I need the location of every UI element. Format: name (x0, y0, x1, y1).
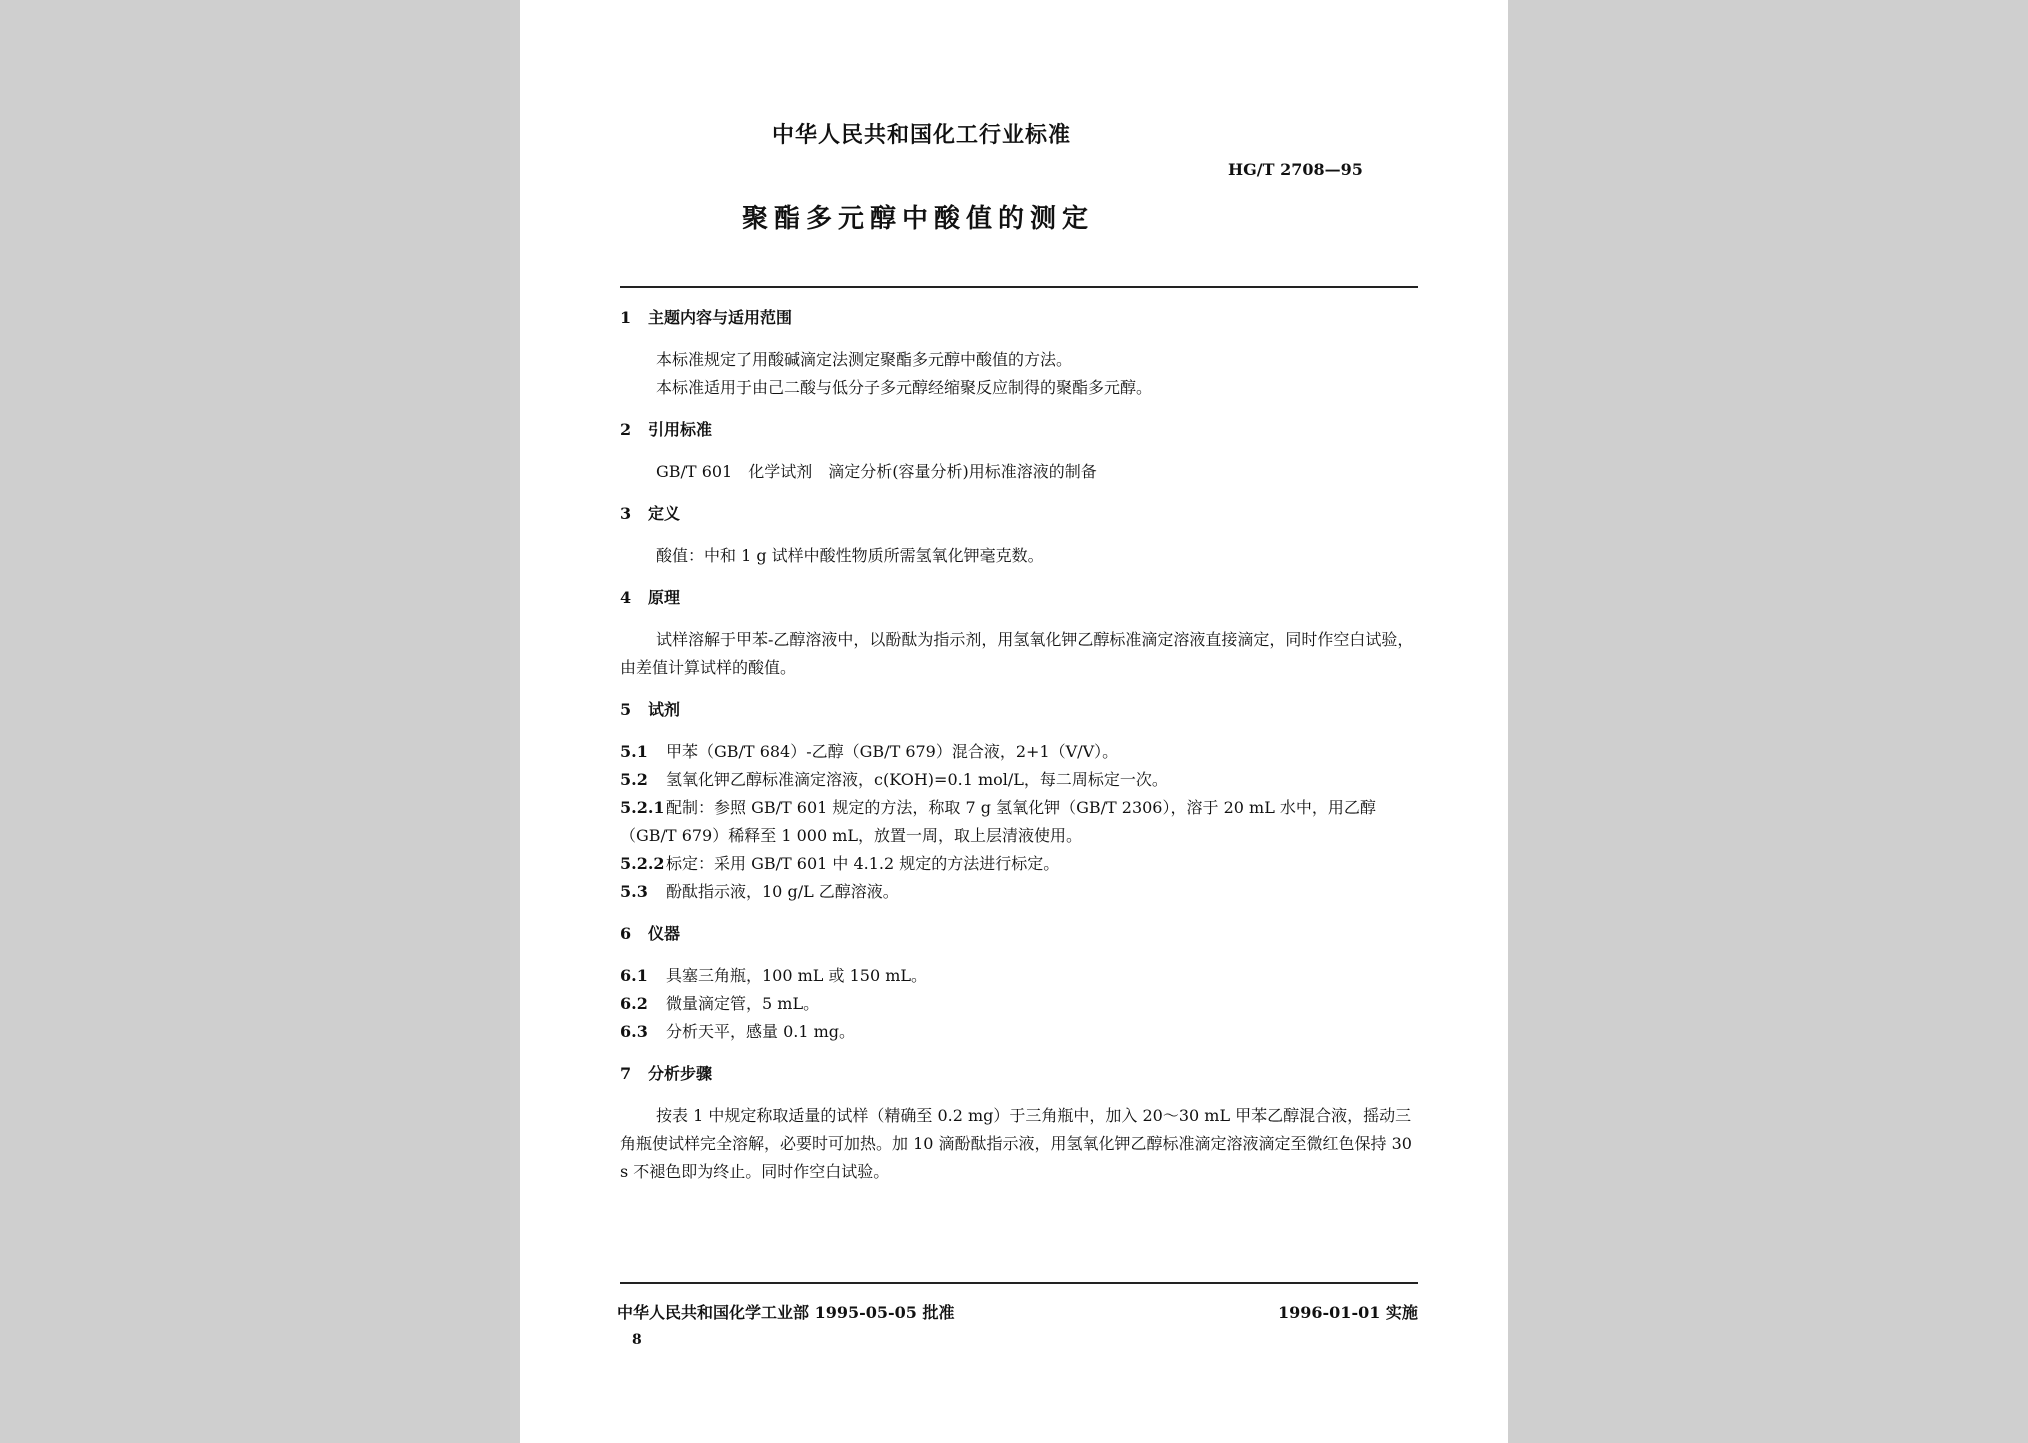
item-text: 酚酞指示液，10 g/L 乙醇溶液。 (666, 882, 899, 901)
section-title: 定义 (648, 504, 681, 523)
apparatus-item (620, 962, 1418, 990)
section-7-heading (620, 1060, 1418, 1088)
footer-divider (620, 1282, 1418, 1284)
reagent-item (620, 766, 1418, 794)
section-1-paragraph: 本标准规定了用酸碱滴定法测定聚酯多元醇中酸值的方法。 (656, 350, 1073, 369)
section-title: 引用标准 (648, 420, 713, 439)
section-number: 1 (620, 308, 632, 327)
approval-line: 中华人民共和国化学工业部 1995-05-05 批准 (617, 1303, 955, 1322)
section-title: 试剂 (648, 700, 681, 719)
item-number: 5.2.2 (620, 854, 665, 873)
section-3-heading (620, 500, 1418, 528)
section-number: 6 (620, 924, 632, 943)
section-title: 仪器 (648, 924, 681, 943)
reagent-item (620, 850, 1418, 878)
section-7-paragraph: 按表 1 中规定称取适量的试样（精确至 0.2 mg）于三角瓶中，加入 20～30 mL 甲苯乙醇混合液，摇动三角瓶使试样完全溶解，必要时可加热。加 10 滴酚酞指示液，用氢氧化钾乙醇标准滴定溶液滴定至微红色保持 30 s 不褪色即为终止。同时作空白试验。 (620, 1106, 1412, 1181)
section-5-heading (620, 696, 1418, 724)
section-title: 主题内容与适用范围 (648, 308, 793, 327)
section-1-paragraph: 本标准适用于由己二酸与低分子多元醇经缩聚反应制得的聚酯多元醇。 (656, 378, 1153, 397)
apparatus-item (620, 1018, 1418, 1046)
organization-title: 中华人民共和国化工行业标准 (772, 122, 1072, 148)
item-number: 6.3 (620, 1022, 648, 1041)
page-number: 8 (632, 1332, 642, 1348)
section-number: 2 (620, 420, 632, 439)
item-number: 5.2 (620, 770, 648, 789)
section-4-paragraph: 试样溶解于甲苯-乙醇溶液中，以酚酞为指示剂，用氢氧化钾乙醇标准滴定溶液直接滴定，同时作空白试验，由差值计算试样的酸值。 (620, 630, 1414, 677)
section-title: 分析步骤 (648, 1064, 713, 1083)
section-title: 原理 (648, 588, 681, 607)
section-number: 7 (620, 1064, 632, 1083)
item-text: 甲苯（GB/T 684）-乙醇（GB/T 679）混合液，2+1（V/V）。 (666, 742, 1119, 761)
document-title: 聚酯多元醇中酸值的测定 (742, 204, 1095, 234)
implementation-date: 1996-01-01 实施 (1278, 1303, 1418, 1322)
section-6-heading (620, 920, 1418, 948)
section-number: 4 (620, 588, 632, 607)
section-1-heading (620, 304, 1418, 332)
item-number: 6.2 (620, 994, 648, 1013)
header-divider (620, 286, 1418, 288)
item-text: 氢氧化钾乙醇标准滴定溶液，c(KOH)=0.1 mol/L，每二周标定一次。 (666, 770, 1168, 789)
reagent-item (620, 738, 1418, 766)
standard-code: HG/T 2708—95 (1228, 160, 1363, 179)
document-body (620, 304, 1418, 1186)
section-number: 5 (620, 700, 632, 719)
item-number: 5.3 (620, 882, 648, 901)
reagent-item (620, 878, 1418, 906)
item-number: 5.2.1 (620, 798, 665, 817)
reagent-item (620, 794, 1418, 850)
item-text: 标定：采用 GB/T 601 中 4.1.2 规定的方法进行标定。 (666, 854, 1060, 873)
item-number: 5.1 (620, 742, 648, 761)
section-4-heading (620, 584, 1418, 612)
document-page (520, 0, 1508, 1443)
item-text: 配制：参照 GB/T 601 规定的方法，称取 7 g 氢氧化钾（GB/T 2306），溶于 20 mL 水中，用乙醇（GB/T 679）稀释至 1 000 mL，放置一周，取上层清液使用。 (620, 798, 1376, 845)
section-number: 3 (620, 504, 632, 523)
section-2-heading (620, 416, 1418, 444)
item-number: 6.1 (620, 966, 648, 985)
item-text: 微量滴定管，5 mL。 (666, 994, 820, 1013)
section-2-paragraph: GB/T 601 化学试剂 滴定分析(容量分析)用标准溶液的制备 (656, 462, 1097, 481)
apparatus-item (620, 990, 1418, 1018)
item-text: 分析天平，感量 0.1 mg。 (666, 1022, 856, 1041)
section-3-paragraph: 酸值：中和 1 g 试样中酸性物质所需氢氧化钾毫克数。 (656, 546, 1044, 565)
item-text: 具塞三角瓶，100 mL 或 150 mL。 (666, 966, 928, 985)
